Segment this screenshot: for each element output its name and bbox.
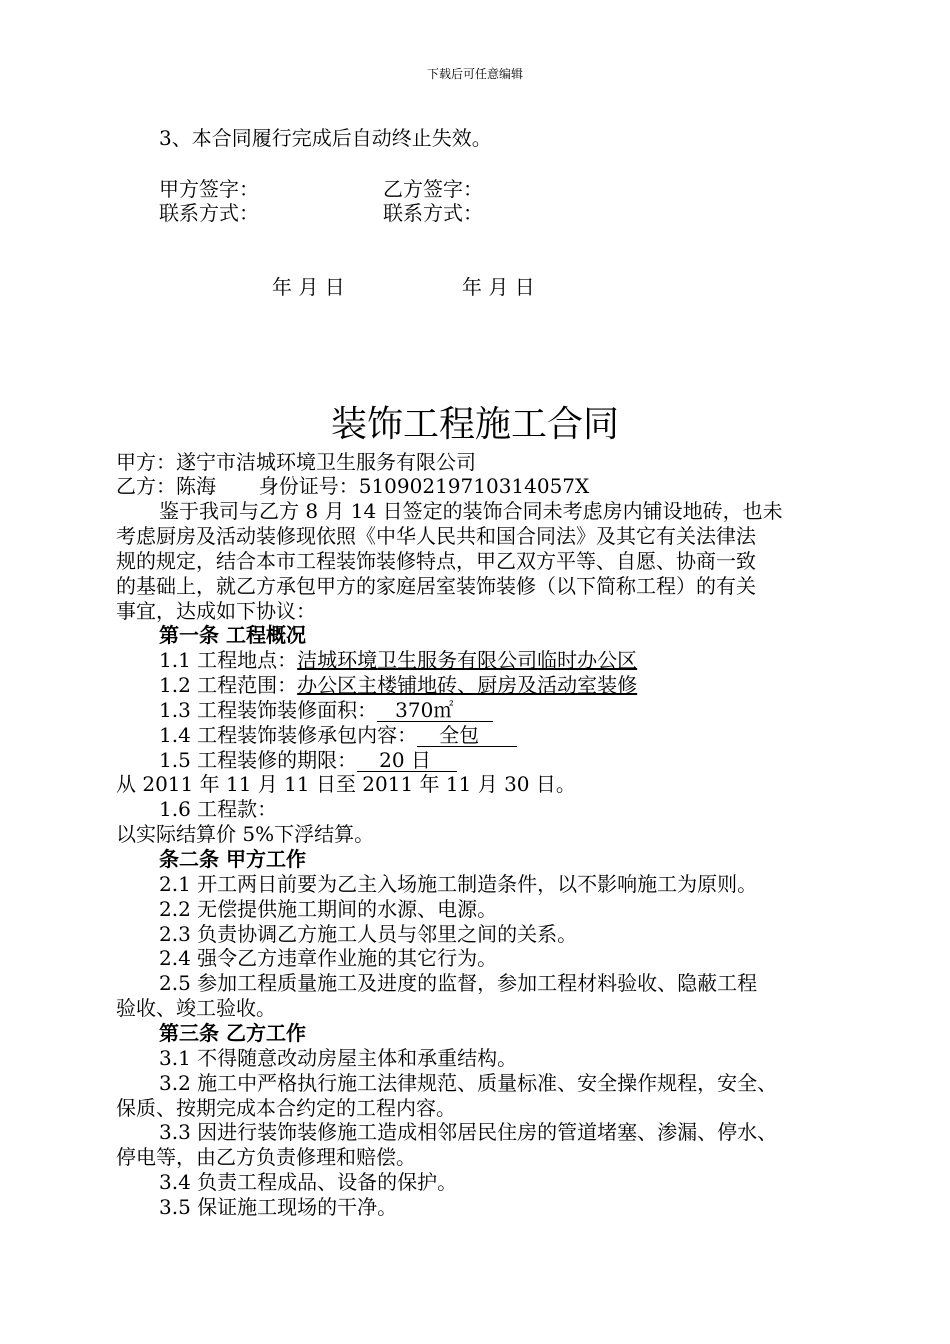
work-location-row	[159, 648, 637, 672]
article-2-heading: 条二条 甲方工作	[159, 847, 306, 871]
article-2-item: 2.3 负责协调乙方施工人员与邻里之间的关系。	[159, 922, 578, 946]
preamble-line: 规的规定，结合本市工程装饰装修特点，甲乙双方平等、自愿、协商一致	[116, 549, 756, 573]
work-area-label: 1.3 工程装饰装修面积：	[159, 698, 378, 722]
article-3-item: 3.4 负责工程成品、设备的保护。	[159, 1170, 458, 1194]
preamble-line: 考虑厨房及活动装修现依照《中华人民共和国合同法》及其它有关法律法	[116, 524, 756, 548]
party-b-signature-label: 乙方签字：	[383, 177, 483, 201]
article-1-heading: 第一条 工程概况	[159, 623, 306, 647]
clause-3-text: 3、本合同履行完成后自动终止失效。	[159, 126, 492, 150]
work-period-row	[159, 748, 457, 772]
party-a-contact-label: 联系方式：	[159, 201, 259, 225]
work-location-value: 洁城环境卫生服务有限公司临时办公区	[297, 648, 638, 672]
work-content-label: 1.4 工程装饰装修承包内容：	[159, 723, 418, 747]
work-area-value: 370㎡	[377, 699, 493, 722]
article-2-item: 验收、竣工验收。	[116, 996, 276, 1020]
work-period-value: 20 日	[357, 749, 457, 772]
article-3-item: 停电等，由乙方负责修理和赔偿。	[116, 1145, 416, 1169]
work-scope-row	[159, 673, 637, 697]
work-location-label: 1.1 工程地点：	[159, 648, 298, 672]
article-3-item: 3.2 施工中严格执行施工法律规范、质量标准、安全操作规程，安全、	[159, 1071, 778, 1095]
work-period-label: 1.5 工程装修的期限：	[159, 748, 358, 772]
article-2-item: 2.1 开工两日前要为乙主入场施工制造条件，以不影响施工为原则。	[159, 872, 758, 896]
work-period-dates: 从 2011 年 11 月 11 日至 2011 年 11 月 30 日。	[116, 772, 576, 796]
article-2-item: 2.2 无偿提供施工期间的水源、电源。	[159, 897, 498, 921]
work-area-row	[159, 698, 493, 722]
payment-label: 1.6 工程款：	[159, 797, 278, 821]
work-scope-value: 办公区主楼铺地砖、厨房及活动室装修	[297, 673, 638, 697]
work-content-value: 全包	[417, 724, 517, 747]
work-scope-label: 1.2 工程范围：	[159, 673, 298, 697]
article-3-item: 3.5 保证施工现场的干净。	[159, 1195, 398, 1219]
page-header-note: 下载后可任意编辑	[426, 67, 523, 81]
article-3-item: 3.3 因进行装饰装修施工造成相邻居民住房的管道堵塞、渗漏、停水、	[159, 1120, 778, 1144]
party-b-contact-label: 联系方式：	[383, 201, 483, 225]
party-b-id-number: 身份证号：51090219710314057X	[258, 474, 590, 498]
party-b-line	[116, 474, 589, 498]
party-a-date: 年 月 日	[272, 275, 345, 299]
preamble-line: 事宜，达成如下协议：	[116, 599, 316, 623]
work-content-row	[159, 723, 517, 747]
article-2-item: 2.5 参加工程质量施工及进度的监督，参加工程材料验收、隐蔽工程	[159, 971, 758, 995]
preamble-line: 鉴于我司与乙方 8 月 14 日签定的装饰合同未考虑房内铺设地砖，也未	[159, 499, 783, 523]
article-3-item: 3.1 不得随意改动房屋主体和承重结构。	[159, 1046, 518, 1070]
party-a-name: 甲方：遂宁市洁城环境卫生服务有限公司	[116, 450, 476, 474]
party-a-signature-label: 甲方签字：	[159, 177, 259, 201]
article-3-item: 保质、按期完成本合约定的工程内容。	[116, 1096, 456, 1120]
party-b-name: 乙方：陈海	[116, 474, 216, 498]
contract-title: 装饰工程施工合同	[330, 404, 619, 445]
article-2-item: 2.4 强令乙方违章作业施的其它行为。	[159, 946, 498, 970]
preamble-line: 的基础上，就乙方承包甲方的家庭居室装饰装修（以下简称工程）的有关	[116, 574, 756, 598]
article-3-heading: 第三条 乙方工作	[159, 1021, 306, 1045]
party-b-date: 年 月 日	[462, 275, 535, 299]
payment-value: 以实际结算价 5%下浮结算。	[116, 822, 375, 846]
